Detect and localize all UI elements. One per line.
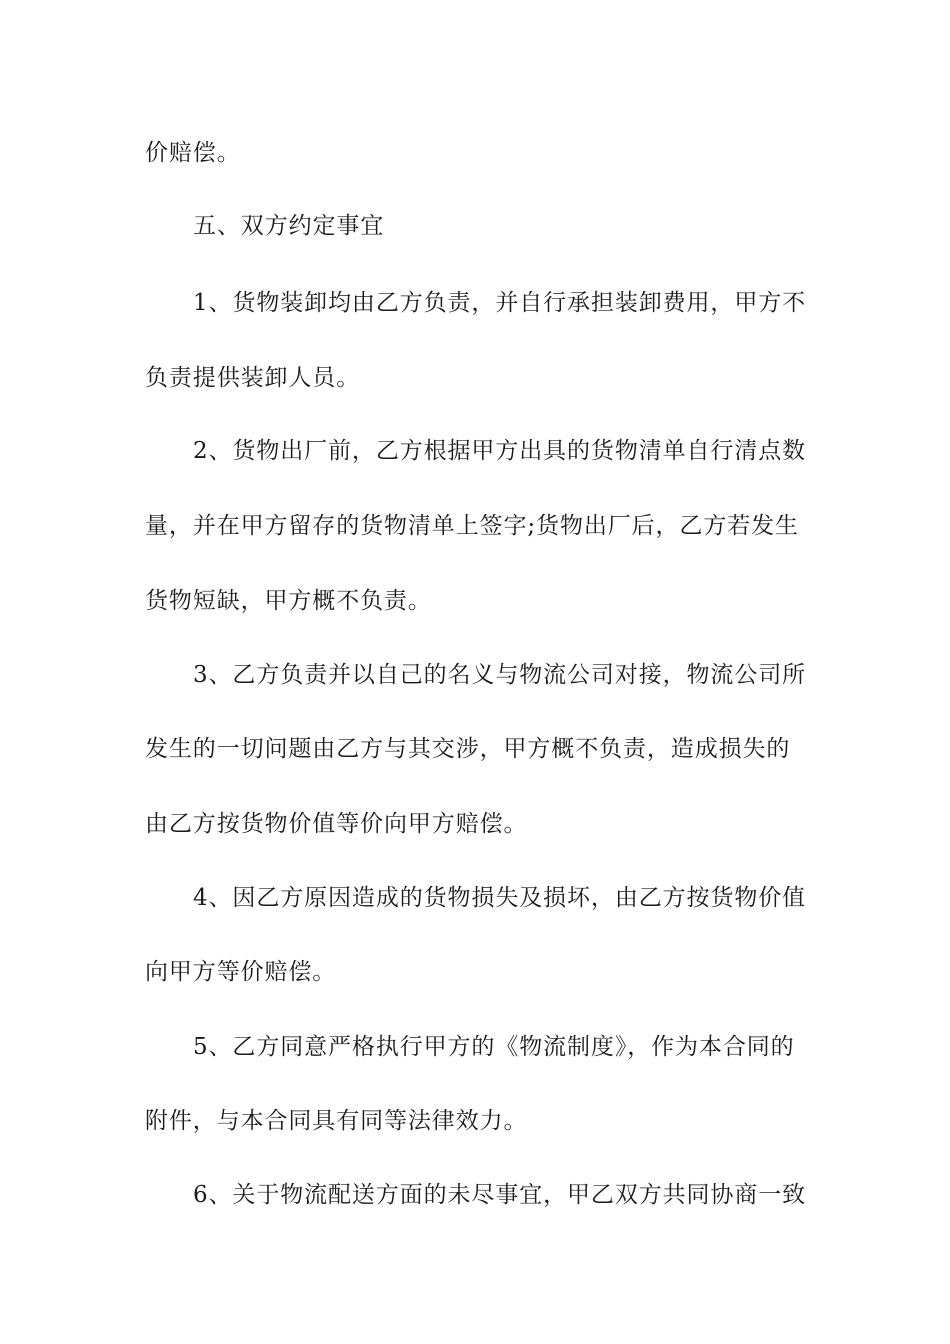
clause-4-line-2: 向甲方等价赔偿。 — [145, 959, 337, 985]
clause-2-line-3: 货物短缺，甲方概不负责。 — [145, 588, 432, 614]
clause-3-line-2: 发生的一切问题由乙方与其交涉，甲方概不负责，造成损失的 — [145, 736, 791, 762]
clause-6-line-1: 6、关于物流配送方面的未尽事宜，甲乙双方共同协商一致 — [193, 1182, 807, 1208]
section-heading: 五、双方约定事宜 — [193, 213, 385, 239]
clause-1-line-1: 1、货物装卸均由乙方负责，并自行承担装卸费用，甲方不 — [193, 290, 807, 316]
clause-3-line-3: 由乙方按货物价值等价向甲方赔偿。 — [145, 811, 528, 837]
clause-3-line-1: 3、乙方负责并以自己的名义与物流公司对接，物流公司所 — [193, 662, 807, 688]
text-line: 价赔偿。 — [145, 140, 241, 166]
clause-4-line-1: 4、因乙方原因造成的货物损失及损坏，由乙方按货物价值 — [193, 885, 807, 911]
clause-1-line-2: 负责提供装卸人员。 — [145, 365, 361, 391]
clause-2-line-1: 2、货物出厂前，乙方根据甲方出具的货物清单自行清点数 — [193, 438, 807, 464]
clause-2-line-2: 量，并在甲方留存的货物清单上签字;货物出厂后，乙方若发生 — [145, 513, 799, 539]
clause-5-line-1: 5、乙方同意严格执行甲方的《物流制度》，作为本合同的 — [193, 1034, 795, 1060]
clause-5-line-2: 附件，与本合同具有同等法律效力。 — [145, 1108, 528, 1134]
